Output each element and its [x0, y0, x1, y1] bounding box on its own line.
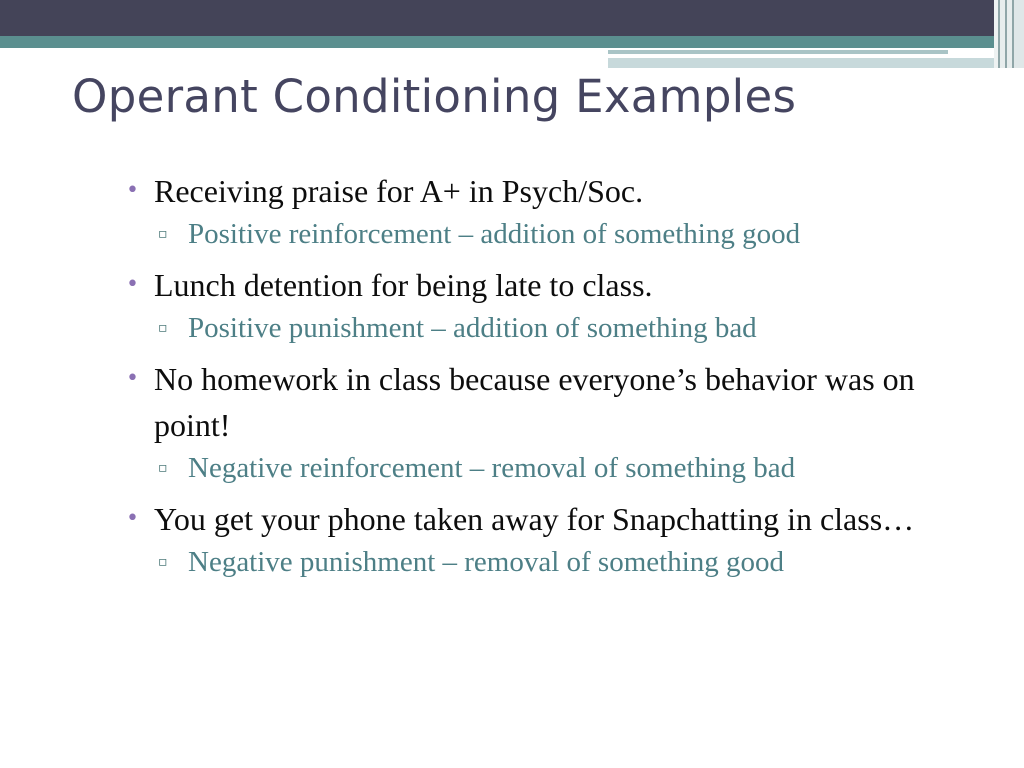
sub-item: [158, 542, 1006, 582]
sub-bullet-icon: ▫: [158, 226, 168, 242]
slide-title: Operant Conditioning Examples: [72, 70, 797, 123]
header-dark-bar: [0, 0, 1024, 36]
item-text: No homework in class because everyone’s behavior was on point!: [154, 361, 915, 443]
list-item: [126, 496, 1006, 582]
bullet-icon: •: [126, 272, 139, 297]
header-light-bar: [608, 58, 1024, 68]
header-accent-line: [608, 50, 948, 54]
bullet-icon: •: [126, 178, 139, 203]
item-text: Receiving praise for A+ in Psych/Soc.: [154, 173, 644, 209]
sub-item-text: Negative reinforcement – removal of something bad: [188, 452, 796, 484]
sub-item: [158, 308, 1006, 348]
list-item: [126, 168, 1006, 254]
sub-bullet-icon: ▫: [158, 554, 168, 570]
bullet-icon: •: [126, 366, 139, 391]
sub-item-text: Positive punishment – addition of something bad: [188, 312, 757, 344]
sub-item-text: Negative punishment – removal of something good: [188, 546, 785, 578]
header-teal-bar: [0, 36, 1024, 48]
list-item: [126, 262, 1006, 348]
sub-bullet-icon: ▫: [158, 460, 168, 476]
sub-item: [158, 448, 1006, 488]
item-text: Lunch detention for being late to class.: [154, 267, 653, 303]
sub-bullet-icon: ▫: [158, 320, 168, 336]
bullet-icon: •: [126, 506, 139, 531]
sub-item-text: Positive reinforcement – addition of something good: [188, 218, 801, 250]
list-item: [126, 356, 1006, 488]
bullet-list: [126, 168, 1006, 590]
item-text: You get your phone taken away for Snapchatting in class…: [154, 501, 915, 537]
sub-item: [158, 214, 1006, 254]
header-stripes: [994, 0, 1024, 68]
